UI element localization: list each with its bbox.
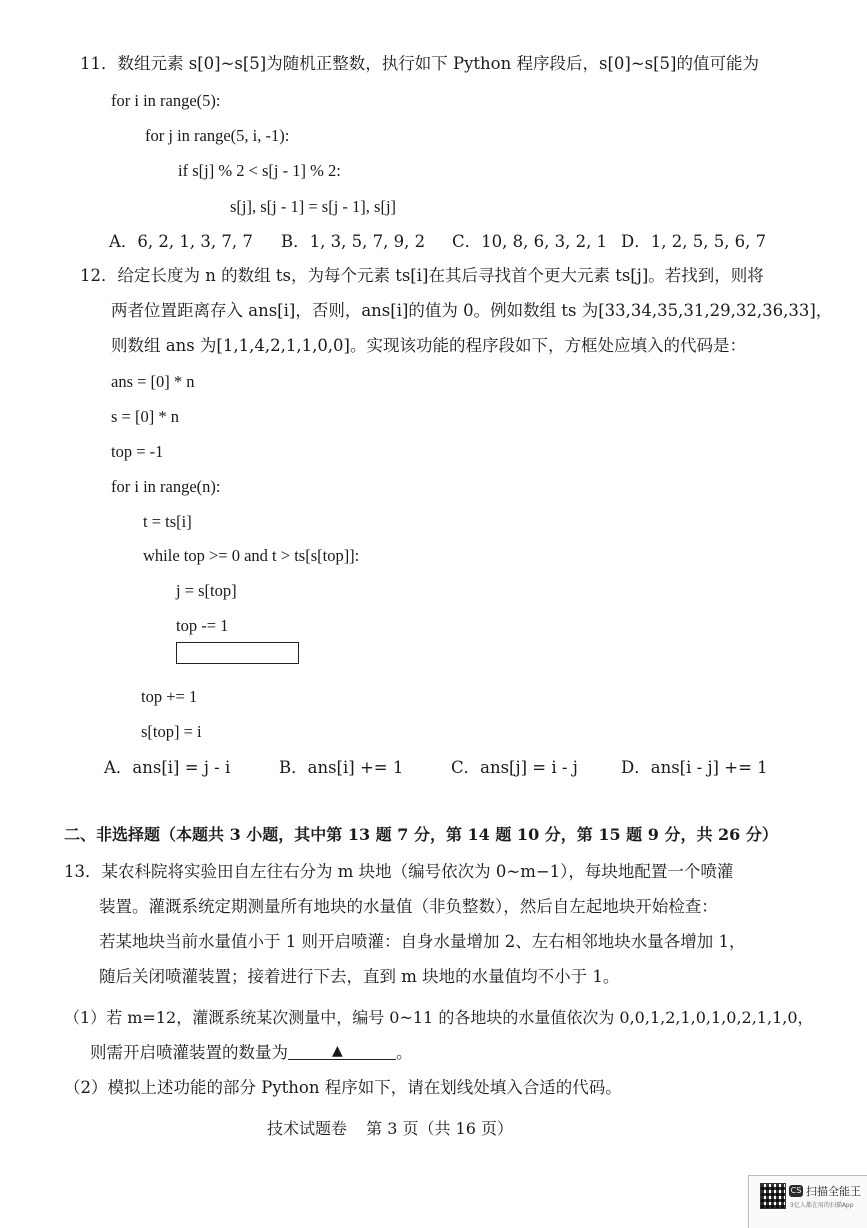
q12-option-d[interactable]: D．ans[i - j] += 1 [621, 758, 768, 777]
section-2-heading: 二、非选择题（本题共 3 小题，其中第 13 题 7 分，第 14 题 10 分，第 15 题 9 分，共 26 分） [64, 825, 778, 844]
q11-option-b[interactable]: B．1, 3, 5, 7, 9, 2 [281, 232, 426, 251]
q13-stem-line-3: 若某地块当前水量值小于 1 则开启喷灌：自身水量增加 2、左右相邻地块水量各增加 1， [99, 932, 746, 951]
q12-code-line-9: top += 1 [141, 687, 198, 706]
q11-code-line-1: for i in range(5): [111, 91, 221, 110]
footer-page-number: 第 3 页（共 16 页） [366, 1119, 513, 1138]
q12-stem-line-3: 则数组 ans 为[1,1,4,2,1,1,0,0]。实现该功能的程序段如下，方框处应填入的代码是： [111, 336, 746, 355]
q13-part1-line-1: （1）若 m=12，灌溉系统某次测量中，编号 0~11 的各地块的水量值依次为 0,0,1,2,1,0,1,0,2,1,1,0， [64, 1008, 814, 1027]
q13-stem-line-2: 装置。灌溉系统定期测量所有地块的水量值（非负整数），然后自左起地块开始检查： [99, 897, 718, 916]
q12-code-line-2: s = [0] * n [111, 407, 179, 426]
q11-option-d[interactable]: D．1, 2, 5, 5, 6, 7 [621, 232, 767, 251]
q11-code-line-4: s[j], s[j - 1] = s[j - 1], s[j] [230, 197, 397, 216]
q12-option-b[interactable]: B．ans[i] += 1 [279, 758, 404, 777]
q11-stem: 11．数组元素 s[0]~s[5]为随机正整数，执行如下 Python 程序段后，s[0]~s[5]的值可能为 [80, 54, 759, 73]
q12-stem-line-1: 12．给定长度为 n 的数组 ts，为每个元素 ts[i]在其后寻找首个更大元素 ts[j]。若找到，则将 [80, 266, 764, 285]
scanner-logo-icon: CS [790, 1186, 802, 1195]
footer-subject: 技术试题卷 [267, 1119, 348, 1138]
q12-code-line-8: top -= 1 [176, 616, 229, 635]
q13-part1-answer-blank[interactable] [288, 1043, 396, 1060]
q13-part2: （2）模拟上述功能的部分 Python 程序如下，请在划线处填入合适的代码。 [64, 1078, 622, 1097]
q12-code-line-10: s[top] = i [141, 722, 202, 741]
q12-option-c[interactable]: C．ans[j] = i - j [451, 758, 578, 777]
q13-part1-end: 。 [396, 1043, 413, 1062]
q13-part1-line-2 [90, 1043, 413, 1063]
q12-code-line-5: t = ts[i] [143, 512, 192, 531]
q12-answer-box[interactable] [176, 642, 299, 664]
q12-stem-line-2: 两者位置距离存入 ans[i]，否则，ans[i]的值为 0。例如数组 ts 为[33,34,35,31,29,32,36,33]， [111, 301, 833, 320]
q11-option-c[interactable]: C．10, 8, 6, 3, 2, 1 [452, 232, 608, 251]
qr-code-icon [760, 1183, 786, 1209]
answer-marker-icon: ▲ [332, 1043, 343, 1059]
q11-option-a[interactable]: A．6, 2, 1, 3, 7, 7 [109, 232, 253, 251]
q13-part1-prompt: 则需开启喷灌装置的数量为 [90, 1043, 288, 1062]
q11-code-line-3: if s[j] % 2 < s[j - 1] % 2: [178, 161, 341, 180]
q12-code-line-6: while top >= 0 and t > ts[s[top]]: [143, 546, 360, 565]
q12-code-line-4: for i in range(n): [111, 477, 221, 496]
q12-code-line-1: ans = [0] * n [111, 372, 195, 391]
scanner-tagline: 3亿人都在用的扫描App [790, 1202, 854, 1209]
q13-stem-line-1: 13．某农科院将实验田自左往右分为 m 块地（编号依次为 0~m−1），每块地配置一个喷灌 [64, 862, 734, 881]
q12-code-line-3: top = -1 [111, 442, 164, 461]
page-footer [0, 1116, 780, 1139]
q12-code-line-7: j = s[top] [176, 581, 237, 600]
scanner-app-name: 扫描全能王 [806, 1185, 861, 1198]
q13-stem-line-4: 随后关闭喷灌装置；接着进行下去，直到 m 块地的水量值均不小于 1。 [99, 967, 620, 986]
q12-option-a[interactable]: A．ans[i] = j - i [104, 758, 231, 777]
q11-code-line-2: for j in range(5, i, -1): [145, 126, 290, 145]
